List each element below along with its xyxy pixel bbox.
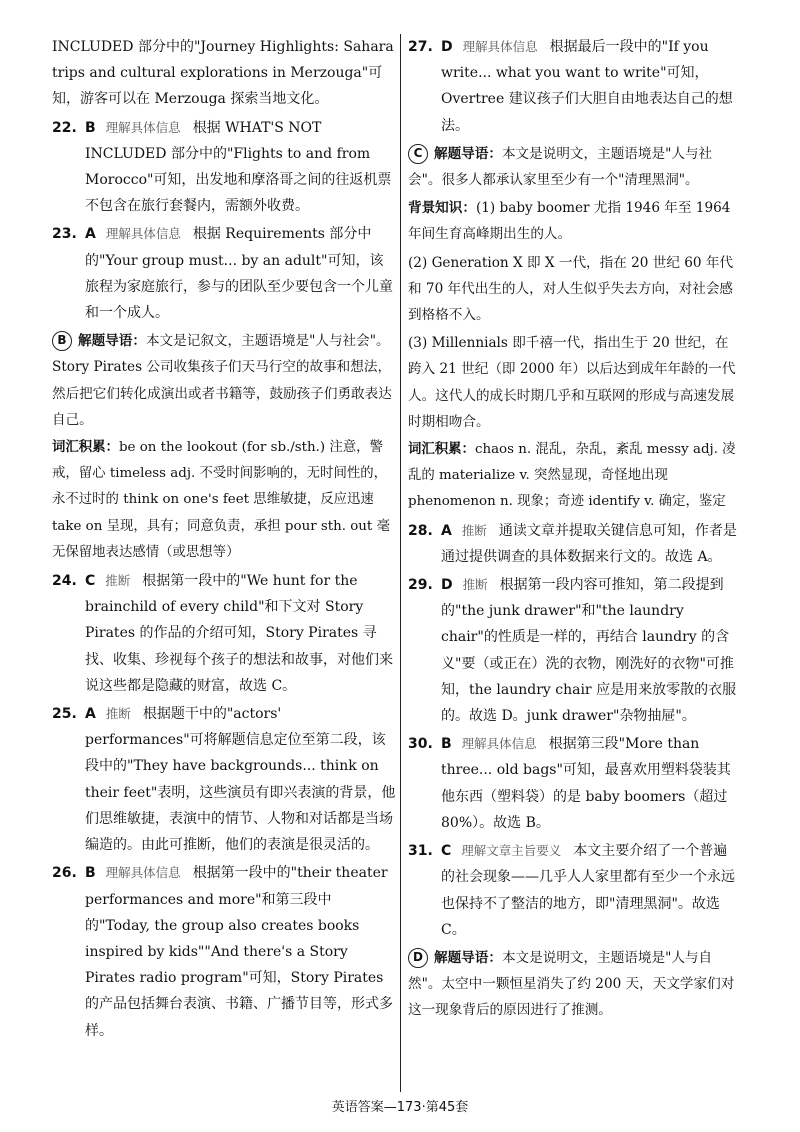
left-column bbox=[52, 34, 396, 1046]
question-number: 31. bbox=[408, 843, 433, 860]
explanation-text: 通读文章并提取关键信息可知，作者是通过提供调查的具体数据来行文的。故选 A。 bbox=[441, 522, 737, 565]
passage-b-vocabulary bbox=[52, 435, 396, 566]
passage-d-guide bbox=[408, 945, 740, 1024]
question-type: 推断 bbox=[105, 706, 131, 722]
answer-28 bbox=[408, 518, 740, 570]
answer-30 bbox=[408, 731, 740, 836]
question-type: 理解具体信息 bbox=[462, 39, 538, 54]
answer-27 bbox=[408, 34, 740, 139]
answer-letter: C bbox=[85, 573, 96, 590]
answer-29 bbox=[408, 572, 740, 729]
passage-c-vocabulary bbox=[408, 437, 740, 516]
answer-letter: A bbox=[85, 706, 96, 723]
background-item-1: (1) baby boomer 尤指 1946 年至 1964 年间生育高峰期出生的人。 bbox=[408, 200, 731, 243]
passage-badge: C bbox=[408, 144, 428, 164]
continued-text: INCLUDED 部分中的"Journey Highlights: Sahara trips and cultural explorations in Merzouga"可知，游客可以在 Merzouga 探索当地文化。 bbox=[52, 39, 394, 108]
passage-c-guide bbox=[408, 141, 740, 193]
explanation-text: 根据第一段中的"We hunt for the brainchild of every child"和下文对 Story Pirates 的作品的介绍可知，Story Pirates 寻找、收集、珍视每个孩子的想法和故事，对他们来说这些都是隐藏的财富，故选 C。 bbox=[85, 573, 393, 694]
answer-letter: B bbox=[441, 736, 452, 753]
passage-badge: D bbox=[408, 948, 428, 968]
vocab-text: be on the lookout (for sb./sth.) 注意，警戒，留心 timeless adj. 不受时间影响的，无时间性的，永不过时的 think on one's feet 思维敏捷，反应迅速 take on 呈现，具有；同意负责，承担 pour sth. out 毫无保留地表达感情（或思想等） bbox=[52, 440, 390, 560]
explanation-text: 根据第一段内容可推知，第二段提到的"the junk drawer"和"the laundry chair"的性质是一样的，再结合 laundry 的含义"要（或正在）洗的衣物，刚洗好的衣物"可推知，the laundry chair 应是用来放零散的衣服的。故选 D。junk drawer"杂物抽屉"。 bbox=[441, 577, 737, 725]
guide-label: 解题导语： bbox=[434, 145, 502, 162]
question-type: 理解具体信息 bbox=[105, 226, 181, 242]
answer-31 bbox=[408, 838, 740, 943]
page-footer: 英语答案—173·第45套 bbox=[331, 1100, 469, 1115]
question-type: 推断 bbox=[461, 522, 487, 538]
explanation-text: 根据第一段中的"their theater performances and more"和第三段中的"Today, the group also creates books inspired by kids""And there's a Story Pirates radio program"可知，Story Pirates 的产品包括舞台表演、书籍、广播节目等，形式多样。 bbox=[85, 865, 393, 1039]
answer-letter: B bbox=[85, 865, 96, 882]
background-knowledge-3 bbox=[408, 330, 740, 435]
explanation-text: 根据 Requirements 部分中的"Your group must... by an adult"可知，该旅程为家庭旅行，参与的团队至少要包含一个儿童和一个成人。 bbox=[85, 226, 393, 322]
answer-22 bbox=[52, 115, 396, 220]
background-item-3: (3) Millennials 即千禧一代，指出生于 20 世纪，在跨入 21 世纪（即 2000 年）以后达到成年年龄的一代人。这代人的成长时期几乎和互联网的形成与高速发展时期相吻合。 bbox=[408, 335, 736, 430]
guide-label: 解题导语： bbox=[434, 949, 502, 966]
answer-letter: B bbox=[85, 119, 96, 136]
question-type: 理解文章主旨要义 bbox=[461, 843, 562, 859]
column-divider bbox=[400, 34, 401, 1092]
answer-25 bbox=[52, 701, 396, 858]
question-number: 30. bbox=[408, 736, 433, 753]
vocab-label: 词汇积累： bbox=[408, 442, 475, 458]
answer-letter: A bbox=[85, 226, 96, 243]
answer-26 bbox=[52, 860, 396, 1043]
question-number: 26. bbox=[52, 865, 77, 882]
answer-23 bbox=[52, 221, 396, 326]
answer-letter: D bbox=[441, 39, 453, 55]
background-knowledge bbox=[408, 195, 740, 247]
explanation-text: 根据 WHAT'S NOT INCLUDED 部分中的"Flights to and from Morocco"可知，出发地和摩洛哥之间的往返机票不包含在旅行套餐内，需额外收费。 bbox=[85, 119, 392, 215]
question-number: 27. bbox=[408, 39, 433, 55]
question-type: 推断 bbox=[462, 577, 488, 593]
question-number: 22. bbox=[52, 119, 77, 136]
guide-text: 本文是说明文，主题语境是"人与社会"。很多人都承认家里至少有一个"清理黑洞"。 bbox=[408, 145, 713, 189]
guide-label: 解题导语： bbox=[78, 333, 146, 350]
answer-letter: A bbox=[441, 522, 452, 539]
question-type: 理解具体信息 bbox=[105, 865, 181, 881]
answer-24 bbox=[52, 568, 396, 699]
guide-text: 本文是记叙文，主题语境是"人与社会"。Story Pirates 公司收集孩子们天马行空的故事和想法，然后把它们转化成演出或者书籍等，鼓励孩子们勇敢表达自己。 bbox=[52, 333, 392, 428]
explanation-text: 根据第三段"More than three... old bags"可知，最喜欢用塑料袋装其他东西（塑料袋）的是 baby boomers（超过 80%）。故选 B。 bbox=[441, 736, 731, 831]
explanation-text: 本文主要介绍了一个普遍的社会现象——几乎人人家里都有至少一个永远也保持不了整洁的地方，即"清理黑洞"。故选 C。 bbox=[441, 843, 735, 938]
continued-explanation bbox=[52, 34, 396, 113]
guide-text: 本文是说明文，主题语境是"人与自然"。太空中一颗恒星消失了约 200 天，天文学家们对这一现象背后的原因进行了推测。 bbox=[408, 949, 735, 1019]
question-type: 理解具体信息 bbox=[105, 119, 181, 135]
answer-letter: C bbox=[441, 843, 452, 860]
background-item-2: (2) Generation X 即 X 一代，指在 20 世纪 60 年代和 70 年代出生的人，对人生似乎失去方向，对社会感到格格不入。 bbox=[408, 254, 734, 324]
passage-badge: B bbox=[52, 331, 72, 351]
question-type: 理解具体信息 bbox=[461, 736, 537, 752]
vocab-text: chaos n. 混乱，杂乱，紊乱 messy adj. 凌乱的 materialize v. 突然显现，奇怪地出现 phenomenon n. 现象；奇迹 identify v. 确定，鉴定 bbox=[408, 442, 736, 510]
question-number: 28. bbox=[408, 522, 433, 539]
explanation-text: 根据最后一段中的"If you write... what you want to write"可知，Overtree 建议孩子们大胆自由地表达自己的想法。 bbox=[441, 39, 733, 134]
vocab-label: 词汇积累： bbox=[52, 440, 119, 456]
question-type: 推断 bbox=[105, 573, 131, 589]
question-number: 29. bbox=[408, 577, 433, 594]
question-number: 25. bbox=[52, 706, 77, 723]
right-column bbox=[408, 34, 740, 1026]
explanation-text: 根据题干中的"actors' performances"可将解题信息定位至第二段，该段中的"They have backgrounds... think on their feet"表明，这些演员有即兴表演的背景，他们思维敏捷，表演中的情节、人物和对话都是当场编造的。由此可推断，他们的表演是很灵活的。 bbox=[85, 706, 396, 854]
passage-b-guide bbox=[52, 328, 396, 433]
answer-letter: D bbox=[441, 577, 453, 594]
question-number: 24. bbox=[52, 573, 77, 590]
background-label: 背景知识： bbox=[408, 200, 476, 217]
question-number: 23. bbox=[52, 226, 77, 243]
background-knowledge-2 bbox=[408, 250, 740, 329]
